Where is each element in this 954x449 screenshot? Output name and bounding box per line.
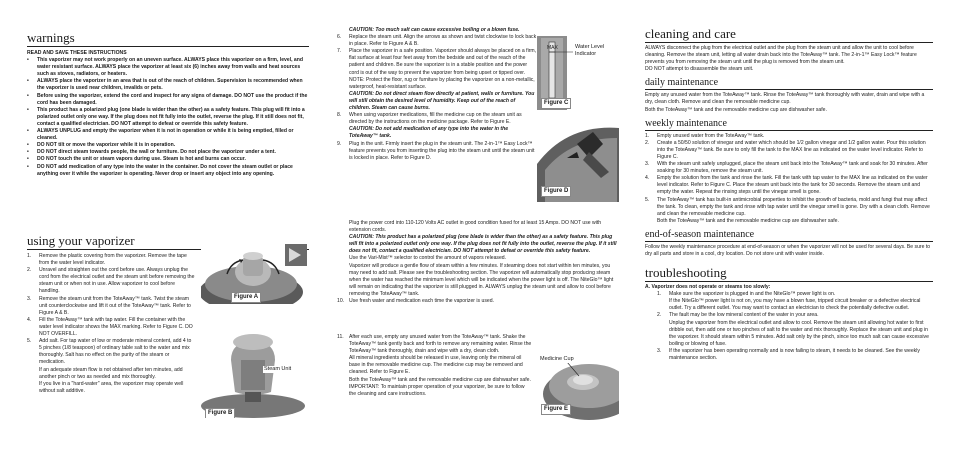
dishwasher-note: Both the ToteAway™ tank and the removable medicine cup are dishwasher safe.: [349, 376, 531, 383]
figure-d-label: Figure D: [541, 186, 571, 197]
warning-item: • DO NOT touch the unit or steam vapors during use. Steam is hot and burns can occur.: [27, 156, 309, 163]
vari-mist-note: Use the Vari-Mist™ selector to control the amount of vapors released.: [349, 255, 507, 262]
daily-maintenance-heading: daily maintenance: [645, 77, 933, 90]
daily-instructions: Empty any unused water from the ToteAway™ tank. Rinse the ToteAway™ tank thoroughly with water, drain and wipe with a dry, clean cloth. Remove and clean the removable medicine cup.: [645, 92, 925, 106]
column-warnings-usage: [27, 0, 309, 449]
weekly-step: 1. Empty unused water from the ToteAway™ tank.: [645, 132, 765, 139]
important-note: IMPORTANT: To maintain proper operation of your vaporizer, be sure to follow the cleaning and care instructions.: [349, 383, 525, 397]
read-save-notice: READ AND SAVE THESE INSTRUCTIONS: [27, 50, 127, 56]
troubleshooting-step: 2. The fault may be the low mineral content of the water in your area. Unplug the vaporizer from the electrical outlet and allow to cool. Remove the steam unit allowing hot water to first dribble out, then add one or two pinches of salt to the water and mix thoroughly. Replace the steam unit and plug in the vaporizer. It should steam within 5 minutes. Add salt only by the pinch, since too much salt can cause excessive boiling or blowing of fuse.: [657, 312, 929, 347]
usage-step: 4. Fill the ToteAway™ tank with tap water. Fill the container with the water level indicator shows the MAX marking. Refer to Figure C. DO NOT OVERFILL.: [27, 316, 193, 338]
weekly-step: 5. The ToteAway™ tank has built-in antimicrobial properties to inhibit the growth of bacteria, mold and fungi that may affect the tank. To clean, empty the tank and rinse with tap water until the vinegar smell is gone. Dry with a clean cloth. Remove and clean the removable medicine cup.: [645, 196, 930, 217]
usage-step-8: [337, 112, 537, 126]
troubleshooting-issue-a: A. Vaporizer does not operate or steams too slowly:: [645, 284, 771, 291]
usage-steps-final: [337, 298, 620, 305]
disassemble-warning: DO NOT attempt to disassemble the steam unit.: [645, 66, 754, 73]
end-of-season-instructions: Follow the weekly maintenance procedure at end-of-season or when the vaporizer will not be used for several days. Be sure to dry all parts and store in a cool, dry location. Do not store unit with water inside.: [645, 243, 931, 257]
weekly-step: 2. Create a 50/50 solution of vinegar and water which should be 1/2 gallon vinegar and 1/2 gallon water. Pour this solution into the ToteAway™ tank. Be sure to only fill the tank to the MAX line as indicated on the water level indicator. Refer to Figure C.: [645, 139, 926, 160]
usage-step: 3. Remove the steam unit from the ToteAway™ tank. Twist the steam unit counterclockwise and lift it out of the ToteAway™ tank. Refer to Figure A & B.: [27, 295, 191, 316]
weekly-maintenance-heading: weekly maintenance: [645, 118, 933, 131]
warnings-list: [27, 57, 309, 178]
using-vaporizer-heading: using your vaporizer: [27, 234, 309, 250]
warnings-heading: warnings: [27, 31, 309, 47]
troubleshooting-steps: [645, 291, 933, 362]
usage-step: 7. Place the vaporizer in a safe position. Vaporizer should always be placed on a firm, flat surface at least four feet away from the bedside and out of the reach of the patient and children. Be sure the vaporizer is in a stable position and the power cord is out of the way to prevent the vaporizer from being upset or tipped over.: [337, 48, 537, 76]
warning-item: • ALWAYS UNPLUG and empty the vaporizer when it is not in operation or while it is being emptied, filled or cleaned.: [27, 128, 309, 142]
weekly-step: 4. Empty the solution from the tank and rinse the tank. Fill the tank with tap water to the MAX line as indicated on the water level indicator. Refer to Figure C. Place the steam unit back into the tank for 30 seconds. Remove the steam unit and empty the water. Repeat the rinsing steps until the vinegar smell is gone.: [645, 175, 928, 196]
usage-step: 5. Add salt. For tap water of low or moderate mineral content, add 4 to 5 pinches (1/8 teaspoon) of ordinary table salt to the water and mix thoroughly. Salt has no effect on the purity of the steam or medication.: [27, 338, 192, 366]
caution-medication: CAUTION: Do not add medication of any type into the water in the ToteAway™ tank.: [349, 126, 509, 140]
medicine-cup-callout: Medicine Cup: [540, 356, 574, 362]
warning-item: • DO NOT direct steam towards people, the wall or furniture. Do not place the vaporizer under a tent.: [27, 149, 309, 156]
floor-note: NOTE: Protect the floor, rug or furniture by placing the vaporizer on a non-metallic, waterproof, heat-resistant surface.: [349, 76, 535, 90]
troubleshooting-step: 1. Make sure the vaporizer is plugged in and the NiteGlo™ power light is on. If the NiteGlo™ power light is not on, you may have a blown fuse, tripped circuit breaker or a defective electrical outlet. Try a different outlet. You may want to contact an electrician to check the potentially defective outlet.: [657, 291, 921, 312]
usage-step: 9. Plug in the unit. Firmly insert the plug in the steam unit. The 2-in-1™ Easy Lock™ feature prevents you from inserting the plug into the steam unit until the steam unit is locked in place. Refer to Figure D.: [337, 140, 535, 161]
daily-dishwasher-note: Both the ToteAway™ tank and the removable medicine cup are dishwasher safe.: [645, 106, 827, 113]
figure-a: [201, 244, 307, 304]
troubleshooting-heading: troubleshooting: [645, 266, 933, 282]
figure-c-label: Figure C: [541, 98, 571, 109]
usage-step: 8. When using vaporizer medications, fill the medicine cup on the steam unit as directed by the instructions on the medicine package. Refer to Figure E.: [337, 112, 522, 126]
figure-d: [537, 124, 619, 202]
steam-production-note: Vaporizer will produce a gentle flow of steam within a few minutes. If steaming does not start within ten minutes, you may need to add salt. Please see the troubleshooting section. The vaporizer will automatically stop producing steam when the water has reached the minimum level which will be indicated when the power light is off. The NiteGlo™ light will remain on indicating that the vaporizer is still plugged in. ALWAYS unplug the steam unit and allow to cool before removing the ToteAway™ tank.: [349, 262, 614, 297]
usage-step: 2. Unravel and straighten out the cord before use. Always unplug the cord from the electrical outlet and the steam unit before removing the steam unit or when not in use. Allow vaporizer to cool before handling.: [27, 267, 195, 295]
column-usage-continued: [337, 0, 620, 449]
usage-steps-continued: [337, 34, 537, 77]
cleaning-care-heading: cleaning and care: [645, 27, 933, 43]
usage-step-11: [337, 334, 533, 355]
usage-step-9: [337, 141, 537, 162]
salt-note: If an adequate steam flow is not obtained after ten minutes, add another pinch or two as needed and mix thoroughly.: [39, 366, 183, 380]
warning-item: • ALWAYS place the vaporizer in an area that is out of the reach of children. Supervision is recommended when the vaporizer is used near children, invalids or pets.: [27, 78, 309, 92]
weekly-step: 3. With the steam unit safely unplugged, place the steam unit back into the ToteAway™ tank and soak for 30 minutes. After soaking for 30 minutes, remove the steam unit.: [645, 161, 928, 175]
figure-b: [201, 322, 307, 418]
steam-unit-callout: Steam Unit: [264, 366, 292, 372]
usage-step: 1. Remove the plastic covering from the vaporizer. Remove the tape from the water level indicator.: [27, 253, 187, 267]
usage-step: 10. Use fresh water and medication each time the vaporizer is used.: [337, 298, 494, 305]
warning-item: • This product has a polarized plug (one blade is wider than the other) as a safety feature. This plug will fit into a polarized outlet only one way. If the plug does not fit fully into the outlet, reverse the plug. If it still does not fit, contact a qualified electrician. DO NOT attempt to defeat or override this safety feature.: [27, 107, 309, 128]
plug-note: Plug the power cord into 110-120 Volts AC outlet in good condition fused for at least 15 Amps. DO NOT use with extension cords.: [349, 220, 602, 234]
figure-c: [537, 30, 619, 110]
caution-steam-direction: CAUTION: Do not direct steam flow directly at patient, walls or furniture. You will still obtain the desired level of humidity. Keep out of the reach of children. Steam can cause burns.: [349, 90, 535, 112]
mineral-note: All mineral ingredients should be released in use, leaving only the mineral oil base in the removable medicine cup. The medicine cup may be removed and cleaned. Refer to Figure E.: [349, 355, 523, 376]
cleaning-intro: ALWAYS disconnect the plug from the electrical outlet and the plug from the steam unit and allow the unit to cool before cleaning. Remove the steam unit, letting all water drain back into the ToteAway™ tank. The 2-in-1™ Easy Lock™ feature prevents you from removing the steam unit until the plug is removed from the steam unit.: [645, 45, 917, 66]
figure-b-label: Figure B: [205, 408, 235, 418]
figure-e-label: Figure E: [541, 404, 571, 415]
usage-steps-list: [27, 253, 195, 367]
warning-item: • Before using the vaporizer, extend the cord and inspect for any signs of damage. DO NOT use the product if the cord has been damaged.: [27, 93, 309, 107]
warning-item: • DO NOT tilt or move the vaporizer while it is in operation.: [27, 142, 309, 149]
caution-polarized: CAUTION: This product has a polarized plug (one blade is wider than the other) as a safety feature. This plug will fit into a polarized outlet only one way. If the plug does not fit fully into the outlet, reverse the plug. If it still does not fit, contact a qualified electrician. DO NOT attempt to defeat or override this safety feature.: [349, 234, 617, 255]
figure-e: [537, 338, 619, 420]
figure-a-label: Figure A: [231, 292, 261, 303]
end-of-season-heading: end-of-season maintenance: [645, 229, 933, 242]
usage-step: 11. After each use, empty any unused water from the ToteAway™ tank. Shake the ToteAway™ tank gently back and forth to remove any remaining water. Rinse the ToteAway™ tank thoroughly, drain and wipe with a dry, clean cloth.: [337, 334, 532, 355]
warning-item: • This vaporizer may not work properly on an uneven surface. ALWAYS place this vaporizer on a firm, level, and water resistant surface. ALWAYS place the vaporizer at least six (6) inches away from walls and heat sources such as stoves, radiators, or heaters.: [27, 57, 309, 78]
caution-salt: CAUTION: Too much salt can cause excessive boiling or a blown fuse.: [349, 27, 520, 33]
max-mark-label: MAX: [547, 45, 558, 51]
water-level-callout: Water Level Indicator: [575, 44, 605, 57]
usage-step: 6. Replace the steam unit. Align the arrows as shown and twist clockwise to lock back in place. Refer to Figure A & B.: [337, 34, 537, 48]
weekly-steps-list: [645, 133, 933, 218]
warning-item: • DO NOT add medication of any type into the water in the container. Do not cover the steam outlet or place anything over it while the vaporizer is operating. Never drop or insert any object into any opening.: [27, 164, 309, 178]
hard-water-note: If you live in a "hard-water" area, the vaporizer may operate well without salt additive.: [39, 380, 184, 394]
weekly-dishwasher-note: Both the ToteAway™ tank and the removable medicine cup are dishwasher safe.: [657, 217, 839, 224]
troubleshooting-step: 3. If the vaporizer has been operating normally and is now failing to steam, it needs to be cleaned. See the weekly maintenance section.: [657, 347, 920, 361]
column-cleaning-troubleshooting: [645, 0, 933, 449]
